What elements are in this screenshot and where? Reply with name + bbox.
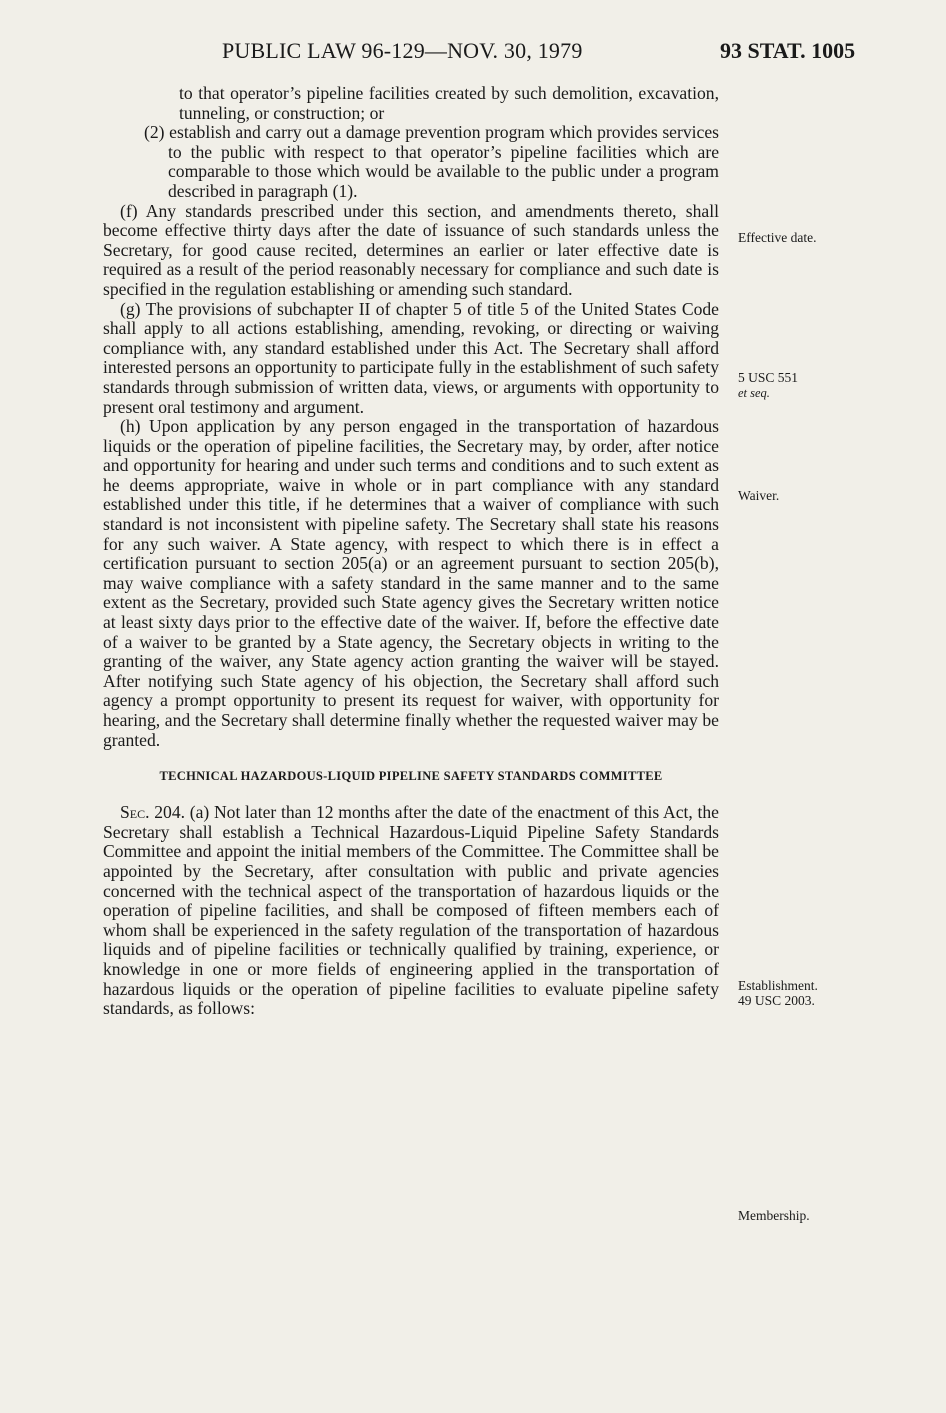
margin-note-effective-date: Effective date. [738, 230, 817, 245]
header-title: PUBLIC LAW 96-129—NOV. 30, 1979 [222, 38, 583, 63]
et-seq-note: et seq. [738, 386, 770, 400]
margin-note-usc-551 [738, 370, 798, 401]
margin-note-membership: Membership. [738, 1208, 810, 1223]
body-text [103, 84, 719, 1019]
section-204-text: (a) Not later than 12 months after the date of the enactment of this Act, the Secretary shall establish a Technical Hazardous-Liquid Pipeline Safety Standards Committee and appoint the initial members of the Committee. The Committee shall be appointed by the Secretary, after consultation with public and private agencies concerned with the technical aspect of the transportation of hazardous liquids or the operation of pipeline facilities, and shall be composed of fifteen members each of whom shall be experienced in the safety regulation of the transportation of hazardous liquids and of pipeline facilities or technically qualified by training, experience, or knowledge in one or more fields of engineering applied in the transportation of hazardous liquids or the operation of pipeline facilities to evaluate pipeline safety standards, as follows: [103, 802, 719, 1019]
margin-note-waiver: Waiver. [738, 488, 780, 503]
margin-note-establishment [738, 978, 818, 1008]
establishment-note: Establishment. [738, 978, 818, 993]
subsection-h: (h) Upon application by any person engaged in the transportation of hazardous liquids or the operation of pipeline facilities, the Secretary may, by order, after notice and opportunity for hearing and under such terms and conditions and to such extent as he deems appropriate, waive in whole or in part compliance with any standard established under this title, if he determines that a waiver of compliance with such standard is not inconsistent with pipeline safety. The Secretary shall state his reasons for any such waiver. A State agency, with respect to which there is in effect a certification pursuant to section 205(a) or an agreement pursuant to section 205(b), may waive compliance with a safety standard in the same manner and to the same extent as the Secretary, provided such State agency gives the Secretary written notice at least sixty days prior to the effective date of the waiver. If, before the effective date of a waiver to be granted by a State agency, the Secretary objects in writing to the granting of the waiver, any State agency action granting the waiver will be stayed. After notifying such State agency of his objection, the Secretary shall afford such agency a prompt opportunity to present its request for waiver, with opportunity for hearing, and the Secretary shall determine finally whether the requested waiver may be granted. [103, 416, 719, 750]
section-label: Sec. 204. [120, 802, 186, 823]
usc-551-citation: 5 USC 551 [738, 370, 799, 385]
subsection-g: (g) The provisions of subchapter II of chapter 5 of title 5 of the United States Code shall apply to all actions establishing, amending, revoking, or directing or waiving compliance with, any standard established under this Act. The Secretary shall afford interested persons an opportunity to participate fully in the establishment of such safety standards through submission of written data, views, or arguments with opportunity to present oral testimony and argument. [103, 298, 719, 417]
usc-2003-citation: 49 USC 2003. [738, 993, 815, 1008]
subsection-f: (f) Any standards prescribed under this section, and amendments thereto, shall become effective thirty days after the date of issuance of such standards unless the Secretary, for good cause recited, determines an earlier or later effective date is required as a result of the period reasonably necessary for compliance and such date is specified in the regulation establishing or amending such standard. [103, 200, 719, 299]
section-204 [103, 803, 719, 1019]
continuation-paragraph: to that operator’s pipeline facilities created by such demolition, excavation, tunneling, or construction; or [179, 83, 719, 123]
section-heading: TECHNICAL HAZARDOUS-LIQUID PIPELINE SAFETY STANDARDS COMMITTEE [159, 769, 663, 784]
header-stat-citation: 93 STAT. 1005 [720, 38, 856, 63]
paragraph-2: (2) establish and carry out a damage prevention program which provides services to the public with respect to that operator’s pipeline facilities which are comparable to those which would be available to the public under a program described in paragraph (1). [144, 122, 719, 201]
page-header [0, 38, 946, 68]
